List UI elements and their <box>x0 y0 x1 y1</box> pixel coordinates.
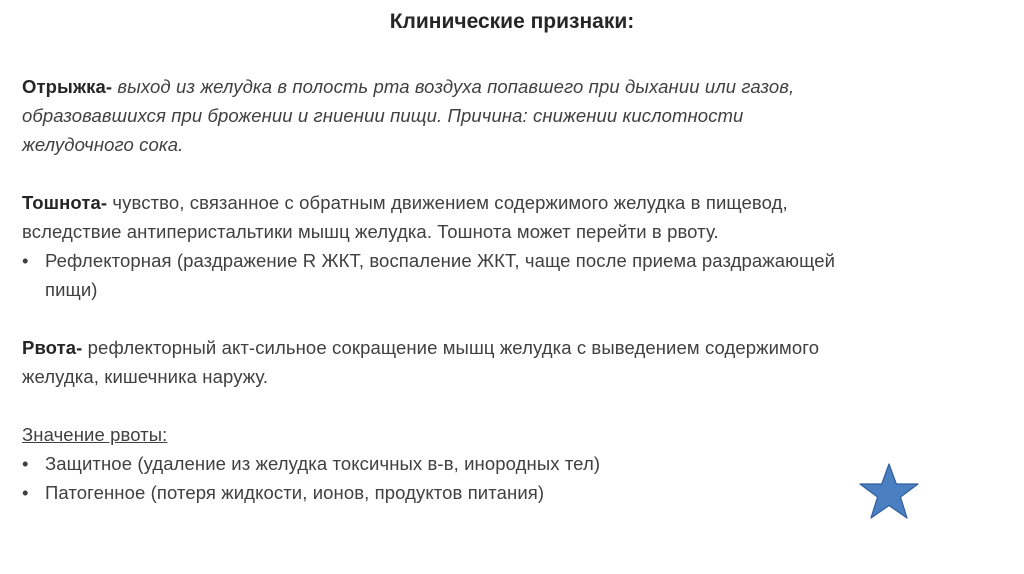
vomiting-paragraph <box>22 333 982 391</box>
list-item <box>22 246 982 304</box>
bullet-marker: • <box>22 482 29 503</box>
list-item-line-2: пищи) <box>45 279 98 300</box>
bullet-marker: • <box>22 250 29 271</box>
list-item-line-1: Рефлекторная (раздражение R ЖКТ, воспаление ЖКТ, чаще после приема раздражающей <box>45 250 836 271</box>
list-item <box>22 449 982 478</box>
list-item-text: Патогенное (потеря жидкости, ионов, продуктов питания) <box>45 482 545 503</box>
nausea-bullet-list <box>22 246 982 304</box>
nausea-term: Тошнота- <box>22 192 108 213</box>
belching-line-1: выход из желудка в полость рта воздуха попавшего при дыхании или газов, <box>112 76 795 97</box>
belching-paragraph <box>22 72 982 159</box>
slide-content <box>22 72 982 536</box>
list-item <box>22 478 982 507</box>
nausea-paragraph <box>22 188 982 304</box>
significance-list <box>22 449 982 507</box>
vomiting-line-2: желудка, кишечника наружу. <box>22 366 269 387</box>
slide-title: Клинические признаки: <box>389 10 635 33</box>
belching-line-3: желудочного сока. <box>22 134 184 155</box>
vomiting-term: Рвота- <box>22 337 83 358</box>
belching-line-2: образовавшихся при брожении и гниении пищи. Причина: снижении кислотности <box>22 105 744 126</box>
nausea-line-1: чувство, связанное с обратным движением содержимого желудка в пищевод, <box>107 192 788 213</box>
significance-section <box>22 420 982 507</box>
significance-heading: Значение рвоты: <box>22 424 168 445</box>
bullet-marker: • <box>22 453 29 474</box>
vomiting-line-1: рефлекторный акт-сильное сокращение мышц желудка с выведением содержимого <box>82 337 820 358</box>
belching-term: Отрыжка- <box>22 76 113 97</box>
list-item-text: Защитное (удаление из желудка токсичных в-в, инородных тел) <box>45 453 601 474</box>
star-icon <box>858 462 920 520</box>
nausea-line-2: вследствие антиперистальтики мышц желудка. Тошнота может перейти в рвоту. <box>22 221 719 242</box>
